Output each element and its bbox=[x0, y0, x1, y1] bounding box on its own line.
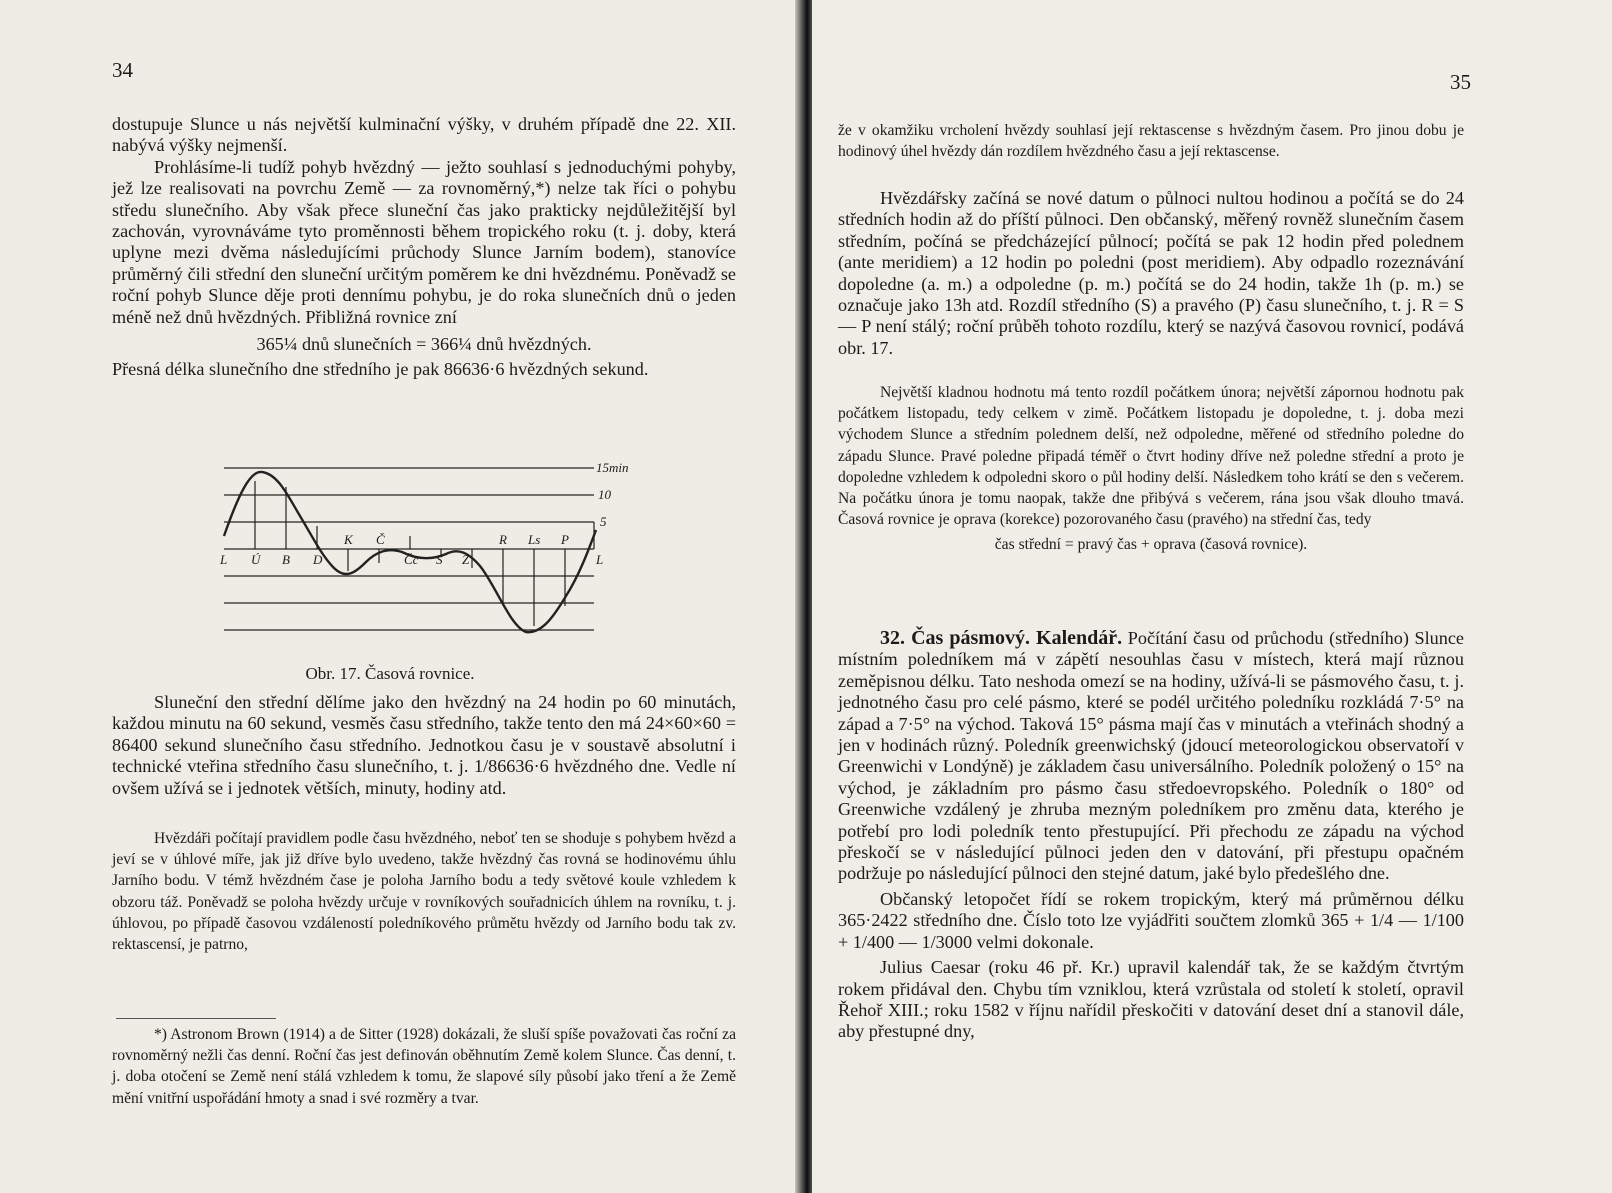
month-label: D bbox=[313, 552, 323, 567]
left-text-top bbox=[112, 114, 736, 381]
month-label: Ls bbox=[528, 532, 541, 547]
month-label: K bbox=[344, 532, 353, 547]
month-label: B bbox=[282, 552, 290, 567]
paragraph: Přesná délka slunečního dne středního je pak 86636·6 hvězdných sekund. bbox=[112, 359, 649, 380]
paragraph: Julius Caesar (roku 46 př. Kr.) upravil kalendář tak, že se každým čtvrtým rokem přidával den. Chybu tím vzniklou, která vzrůstala od století k století, opravil Řehoř XIII.; roku 1582 v říjnu nařídil přeskočiti v datování deset dní a stanovil dále, aby přestupné dny, bbox=[838, 957, 1464, 1042]
footnote-divider bbox=[116, 1018, 276, 1019]
right-page bbox=[812, 0, 1612, 1193]
left-text-middle bbox=[112, 692, 736, 799]
paragraph: Počítání času od průchodu (středního) Slunce místním poledníkem má v zápětí nesouhlas času v místech, která mají různou zeměpisnou délku. Tato neshoda omezí se na hodiny, užívá-li se pásmového času, t. j. jednotného času pro celé pásmo, které se podél určitého poledníku rozkládá 7·5° na západ a 7·5° na východ. Taková 15° pásma mají čas v minutách a vteřinách shodný a jen v hodinách různý. Poledník greenwichský (jdoucí meteorologickou observatoří v Greenwichi v Londýně) je základem času universálního. Poledník položený o 15° na východ, je základním pro pásmo času středoevropského. Poledník o 180° od Greenwiche vzdálený je zhruba mezným poledníkem pro změnu data, kterého je potřebí pro lodi poledník tento přestupující. Při přechodu ze západu na východ přeskočí se v následující půlnoci jeden den v datování, při přestupu opačném podržuje po následující půlnoci den stejné datum, jaké bylo předešlého dne. bbox=[838, 628, 1464, 884]
scale-label-10: 10 bbox=[598, 487, 611, 502]
scale-label-5: 5 bbox=[600, 514, 607, 529]
month-label: Č bbox=[376, 532, 385, 547]
page-number: 34 bbox=[112, 58, 133, 82]
scale-label-15: 15min bbox=[596, 460, 629, 475]
paragraph: Sluneční den střední dělíme jako den hvězdný na 24 hodin po 60 minutách, každou minutu na 60 sekund, vesměs času středního, takže tento den má 24×60×60 = 86400 sekund slunečního času středního. Jednotkou času je v soustavě absolutní i technické vteřina středního času slunečního, t. j. 1/86636·6 hvězdného dne. Vedle ní ovšem užívá se i jednotek větších, minuty, hodiny atd. bbox=[112, 692, 736, 798]
footnote-text: *) Astronom Brown (1914) a de Sitter (1928) dokázali, že sluší spíše považovati čas roční za rovnoměrný nežli čas denní. Roční čas jest definován oběhnutím Země kolem Slunce. Čas denní, t. j. doba otočení se Země není stálá vzhledem k tomu, že slapové síly působí jako tření a že Země mění vnitřní uspořádání hmoty a snad i své rozměry a tvar. bbox=[112, 1026, 736, 1107]
equation-of-time-figure bbox=[218, 456, 629, 646]
paragraph: dostupuje Slunce u nás největší kulminační výšky, v druhém případě dne 22. XII. nabývá výšky nejmenší. bbox=[112, 114, 736, 156]
left-page bbox=[0, 0, 800, 1193]
month-label: Ú bbox=[251, 552, 261, 567]
month-label: Z bbox=[462, 552, 470, 567]
paragraph: že v okamžiku vrcholení hvězdy souhlasí její rektascense s hvězdným časem. Pro jinou dobu je hodinový úhel hvězdy dán rozdílem hvězdného času a její rektascense. bbox=[838, 122, 1464, 161]
month-label: Čc bbox=[404, 552, 419, 567]
month-label: L bbox=[596, 552, 604, 567]
right-text-small-top bbox=[838, 120, 1464, 162]
paragraph: Hvězdářsky začíná se nové datum o půlnoci nultou hodinou a počítá se do 24 středních hodin až do příští půlnoci. Den občanský, měřený rovněž slunečním časem středním, počíná se předcházející půlnocí; počítá se pak 12 hodin před polednem (ante meridiem) a 12 hodin po poledni (post meridiem). Aby odpadlo rozeznávání dopoledne (a. m.) a odpoledne (p. m.) počítá se do 24 hodin, takže 1h (p. m.) se označuje jako 13h atd. Rozdíl středního (S) a pravého (P) času slunečního, t. j. R = S — P není stálý; roční průběh tohoto rozdílu, který se nazývá časovou rovnicí, podává obr. 17. bbox=[838, 188, 1464, 358]
left-text-small bbox=[112, 828, 736, 955]
figure-caption: Obr. 17. Časová rovnice. bbox=[305, 664, 475, 683]
footnote bbox=[112, 1024, 736, 1109]
paragraph: Prohlásíme-li tudíž pohyb hvězdný — ježto souhlasí s jednoduchými pohyby, jež lze realisovati na povrchu Země — za rovnoměrný,*) nelze tak říci o pohybu středu slunečního. Aby však přece sluneční čas jako prakticky nejdůležitější byl zachován, vyrovnáváme tyto proměnnosti během tropického roku (t. j. doby, která uplyne mezi dvěma následujícími průchody Slunce Jarním bodem), stanovíce průměrný čili střední den sluneční určitým poměrem ke dni hvězdnému. Poněvadž se roční pohyb Slunce děje proti dennímu pohybu, je do roka slunečních dnů o jeden méně než dnů hvězdných. Přibližná rovnice zní bbox=[112, 156, 736, 327]
month-label: R bbox=[499, 532, 507, 547]
paragraph: Občanský letopočet řídí se rokem tropickým, který má průměrnou délku 365·2422 středního dne. Číslo toto lze vyjádřiti součtem zlomků 365 + 1/4 — 1/100 + 1/400 — 1/3000 velmi dokonale. bbox=[838, 888, 1464, 952]
month-label: L bbox=[220, 552, 228, 567]
right-text-bottom bbox=[838, 628, 1464, 1043]
equation: 365¼ dnů slunečních = 366¼ dnů hvězdných. bbox=[256, 334, 592, 355]
right-text-main bbox=[838, 188, 1464, 359]
month-label: S bbox=[436, 552, 443, 567]
paragraph: Hvězdáři počítají pravidlem podle času hvězdného, neboť ten se shoduje s pohybem hvězd a jeví se v úhlové míře, jak již dříve bylo uvedeno, takže hvězdný čas rovná se hodinovému úhlu Jarního bodu. V témž hvězdném čase je poloha Jarního bodu a tedy světové koule vzhledem k obzoru táž. Poněvadž se poloha hvězdy určuje v rovníkových souřadnicích úhlem na rovníku, t. j. úhlovou, po případě časovou vzdáleností poledníkového průmětu hvězdy od Jarního bodu tak zv. rektascensí, je patrno, bbox=[112, 830, 736, 954]
page-number: 35 bbox=[1450, 70, 1471, 94]
month-label: P bbox=[561, 532, 569, 547]
equation: čas střední = pravý čas + oprava (časová rovnice). bbox=[994, 536, 1308, 554]
section-heading: 32. Čas pásmový. Kalendář. bbox=[880, 627, 1123, 649]
paragraph: Největší kladnou hodnotu má tento rozdíl počátkem února; největší zápornou hodnotu pak počátkem listopadu, tedy celkem v zimě. Počátkem listopadu je dopoledne, t. j. doba mezi východem Slunce a středním polednem delší, než odpoledne, měřené od středního poledne do západu Slunce. Pravé poledne připadá téměř o čtvrt hodiny dříve než poledne střední a proto je dopoledne vzhledem k odpoledni skoro o půl hodiny delší. Následkem toho krátí se den s večerem. Na počátku února je tomu naopak, takže dne přibývá s večerem, rána jsou však dlouho tmavá. Časová rovnice je oprava (korekce) pozorovaného času (pravého) na střední čas, tedy bbox=[838, 384, 1464, 529]
right-text-small bbox=[838, 382, 1464, 556]
